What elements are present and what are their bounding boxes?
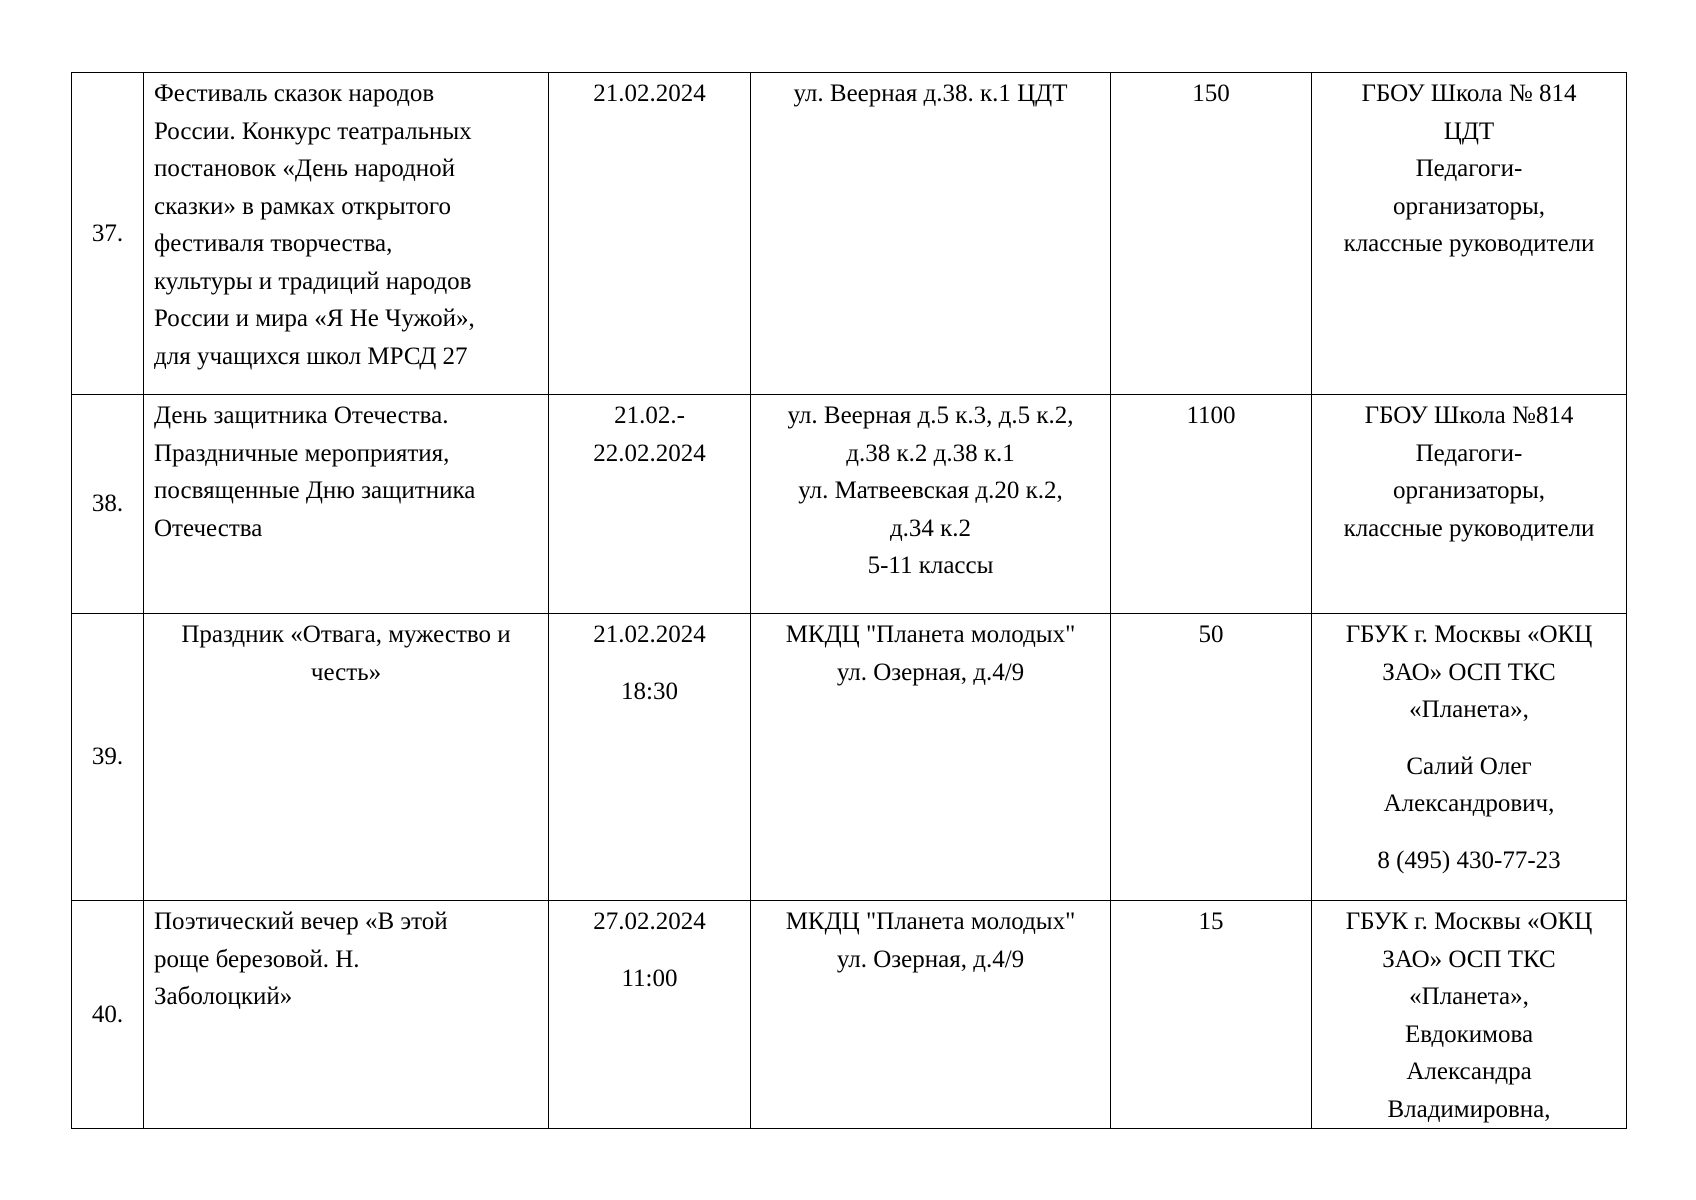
table-row <box>72 614 1627 901</box>
table-row <box>72 73 1627 395</box>
event-date: 21.02.2024 <box>549 73 751 395</box>
event-description: День защитника Отечества. Праздничные мероприятия, посвященные Дню защитника Отечества <box>144 395 549 614</box>
row-number: 38. <box>72 395 144 614</box>
participant-count: 150 <box>1111 73 1312 395</box>
event-place: ул. Веерная д.38. к.1 ЦДТ <box>751 73 1111 395</box>
event-place: МКДЦ "Планета молодых" ул. Озерная, д.4/9 <box>751 901 1111 1129</box>
participant-count: 15 <box>1111 901 1312 1129</box>
event-place: ул. Веерная д.5 к.3, д.5 к.2, д.38 к.2 д.38 к.1 ул. Матвеевская д.20 к.2, д.34 к.2 5-11 классы <box>751 395 1111 614</box>
row-number: 37. <box>72 73 144 395</box>
responsible-phone: 8 (495) 430-77-23 <box>1377 846 1561 874</box>
event-date: 21.02.2024 18:30 <box>549 614 751 901</box>
participant-count: 1100 <box>1111 395 1312 614</box>
responsible: ГБУК г. Москвы «ОКЦ ЗАО» ОСП ТКС «Планета», Евдокимова Александра Владимировна, <box>1312 901 1627 1129</box>
event-description: Поэтический вечер «В этой роще березовой. Н. Заболоцкий» <box>144 901 549 1129</box>
table-row <box>72 395 1627 614</box>
responsible: ГБОУ Школа № 814 ЦДТ Педагоги- организаторы, классные руководители <box>1312 73 1627 395</box>
event-description: Праздник «Отвага, мужество и честь» <box>144 614 549 901</box>
table-row <box>72 901 1627 1129</box>
event-description: Фестиваль сказок народов России. Конкурс театральных постановок «День народной сказки» в рамках открытого фестиваля творчества, культуры и традиций народов России и мира «Я Не Чужой», для учащихся школ МРСД 27 <box>144 73 549 395</box>
events-table <box>71 72 1627 1129</box>
responsible: ГБОУ Школа №814 Педагоги- организаторы, классные руководители <box>1312 395 1627 614</box>
row-number: 40. <box>72 901 144 1129</box>
responsible: ГБУК г. Москвы «ОКЦ ЗАО» ОСП ТКС «Планета», Салий Олег Александрович, 8 (495) 430-77-23 <box>1312 614 1627 901</box>
event-place: МКДЦ "Планета молодых" ул. Озерная, д.4/9 <box>751 614 1111 901</box>
row-number: 39. <box>72 614 144 901</box>
participant-count: 50 <box>1111 614 1312 901</box>
event-date: 27.02.2024 11:00 <box>549 901 751 1129</box>
event-date: 21.02.- 22.02.2024 <box>549 395 751 614</box>
